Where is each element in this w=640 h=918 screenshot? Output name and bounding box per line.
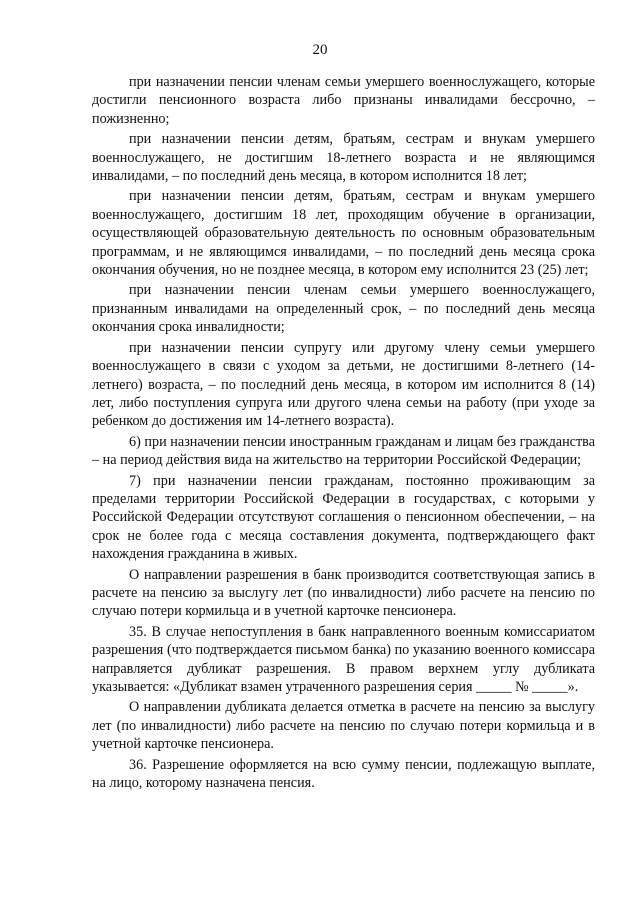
paragraph-child-care: при назначении пенсии супругу или другому члену семьи умершего военнослужащего в связи с уходом за детьми, не достигшими 8-летнего (14-летнего) возраста, – по последний день месяца, в котором им исполнится 8 (14) лет, либо поступления супруга или другого члена семьи на работу (при уходе за ребенком до достижения им 14-летнего возраста). [92, 339, 595, 430]
paragraph-section-35: 35. В случае непоступления в банк направленного военным комиссариатом разрешения (что подтверждается письмом банка) по указанию военного комиссара направляется дубликат разрешения. В правом верхнем углу дубликата указывается: «Дубликат взамен утраченного разрешения серия _____ № _____». [92, 623, 595, 695]
paragraph-minor-relatives: при назначении пенсии детям, братьям, сестрам и внукам умершего военнослужащего, не достигшим 18-летнего возраста и не являющимся инвалидами, – по последний день месяца, в котором исполнится 18 лет; [92, 131, 595, 185]
paragraph-temporary-disability: при назначении пенсии членам семьи умершего военнослужащего, признанным инвалидами на определенный срок, – по последний день месяца окончания срока инвалидности; [92, 282, 595, 336]
paragraph-students: при назначении пенсии детям, братьям, сестрам и внукам умершего военнослужащего, достигшим 18 лет, проходящим обучение в организации, осуществляющей образовательную деятельность по основным образовательным программам, и не являющимся инвалидами, – по последний день месяца срока окончания обучения, но не позднее месяца, в котором ему исполнится 23 (25) лет; [92, 188, 595, 279]
paragraph-bank-record: О направлении разрешения в банк производится соответствующая запись в расчете на пенсию за выслугу лет (по инвалидности) либо расчете на пенсию по случаю потери кормильца и в учетной карточке пенсионера. [92, 566, 595, 620]
paragraph-item-6: 6) при назначении пенсии иностранным гражданам и лицам без гражданства – на период действия вида на жительство на территории Российской Федерации; [92, 433, 595, 469]
document-body [92, 73, 595, 792]
paragraph-duplicate-note: О направлении дубликата делается отметка в расчете на пенсию за выслугу лет (по инвалидности) либо расчете на пенсию по случаю потери кормильца и в учетной карточке пенсионера. [92, 699, 595, 753]
paragraph-item-7: 7) при назначении пенсии гражданам, постоянно проживающим за пределами территории Российской Федерации в государствах, с которыми у Российской Федерации отсутствуют соглашения о пенсионном обеспечении, – на срок не более года с месяца составления документа, подтверждающего факт нахождения гражданина в живых. [92, 472, 595, 563]
page-number: 20 [312, 42, 328, 58]
paragraph-lifetime-pension: при назначении пенсии членам семьи умершего военнослужащего, которые достигли пенсионного возраста либо признаны инвалидами бессрочно, – пожизненно; [92, 74, 595, 127]
paragraph-section-36: 36. Разрешение оформляется на всю сумму пенсии, подлежащую выплате, на лицо, которому назначена пенсия. [92, 756, 595, 792]
